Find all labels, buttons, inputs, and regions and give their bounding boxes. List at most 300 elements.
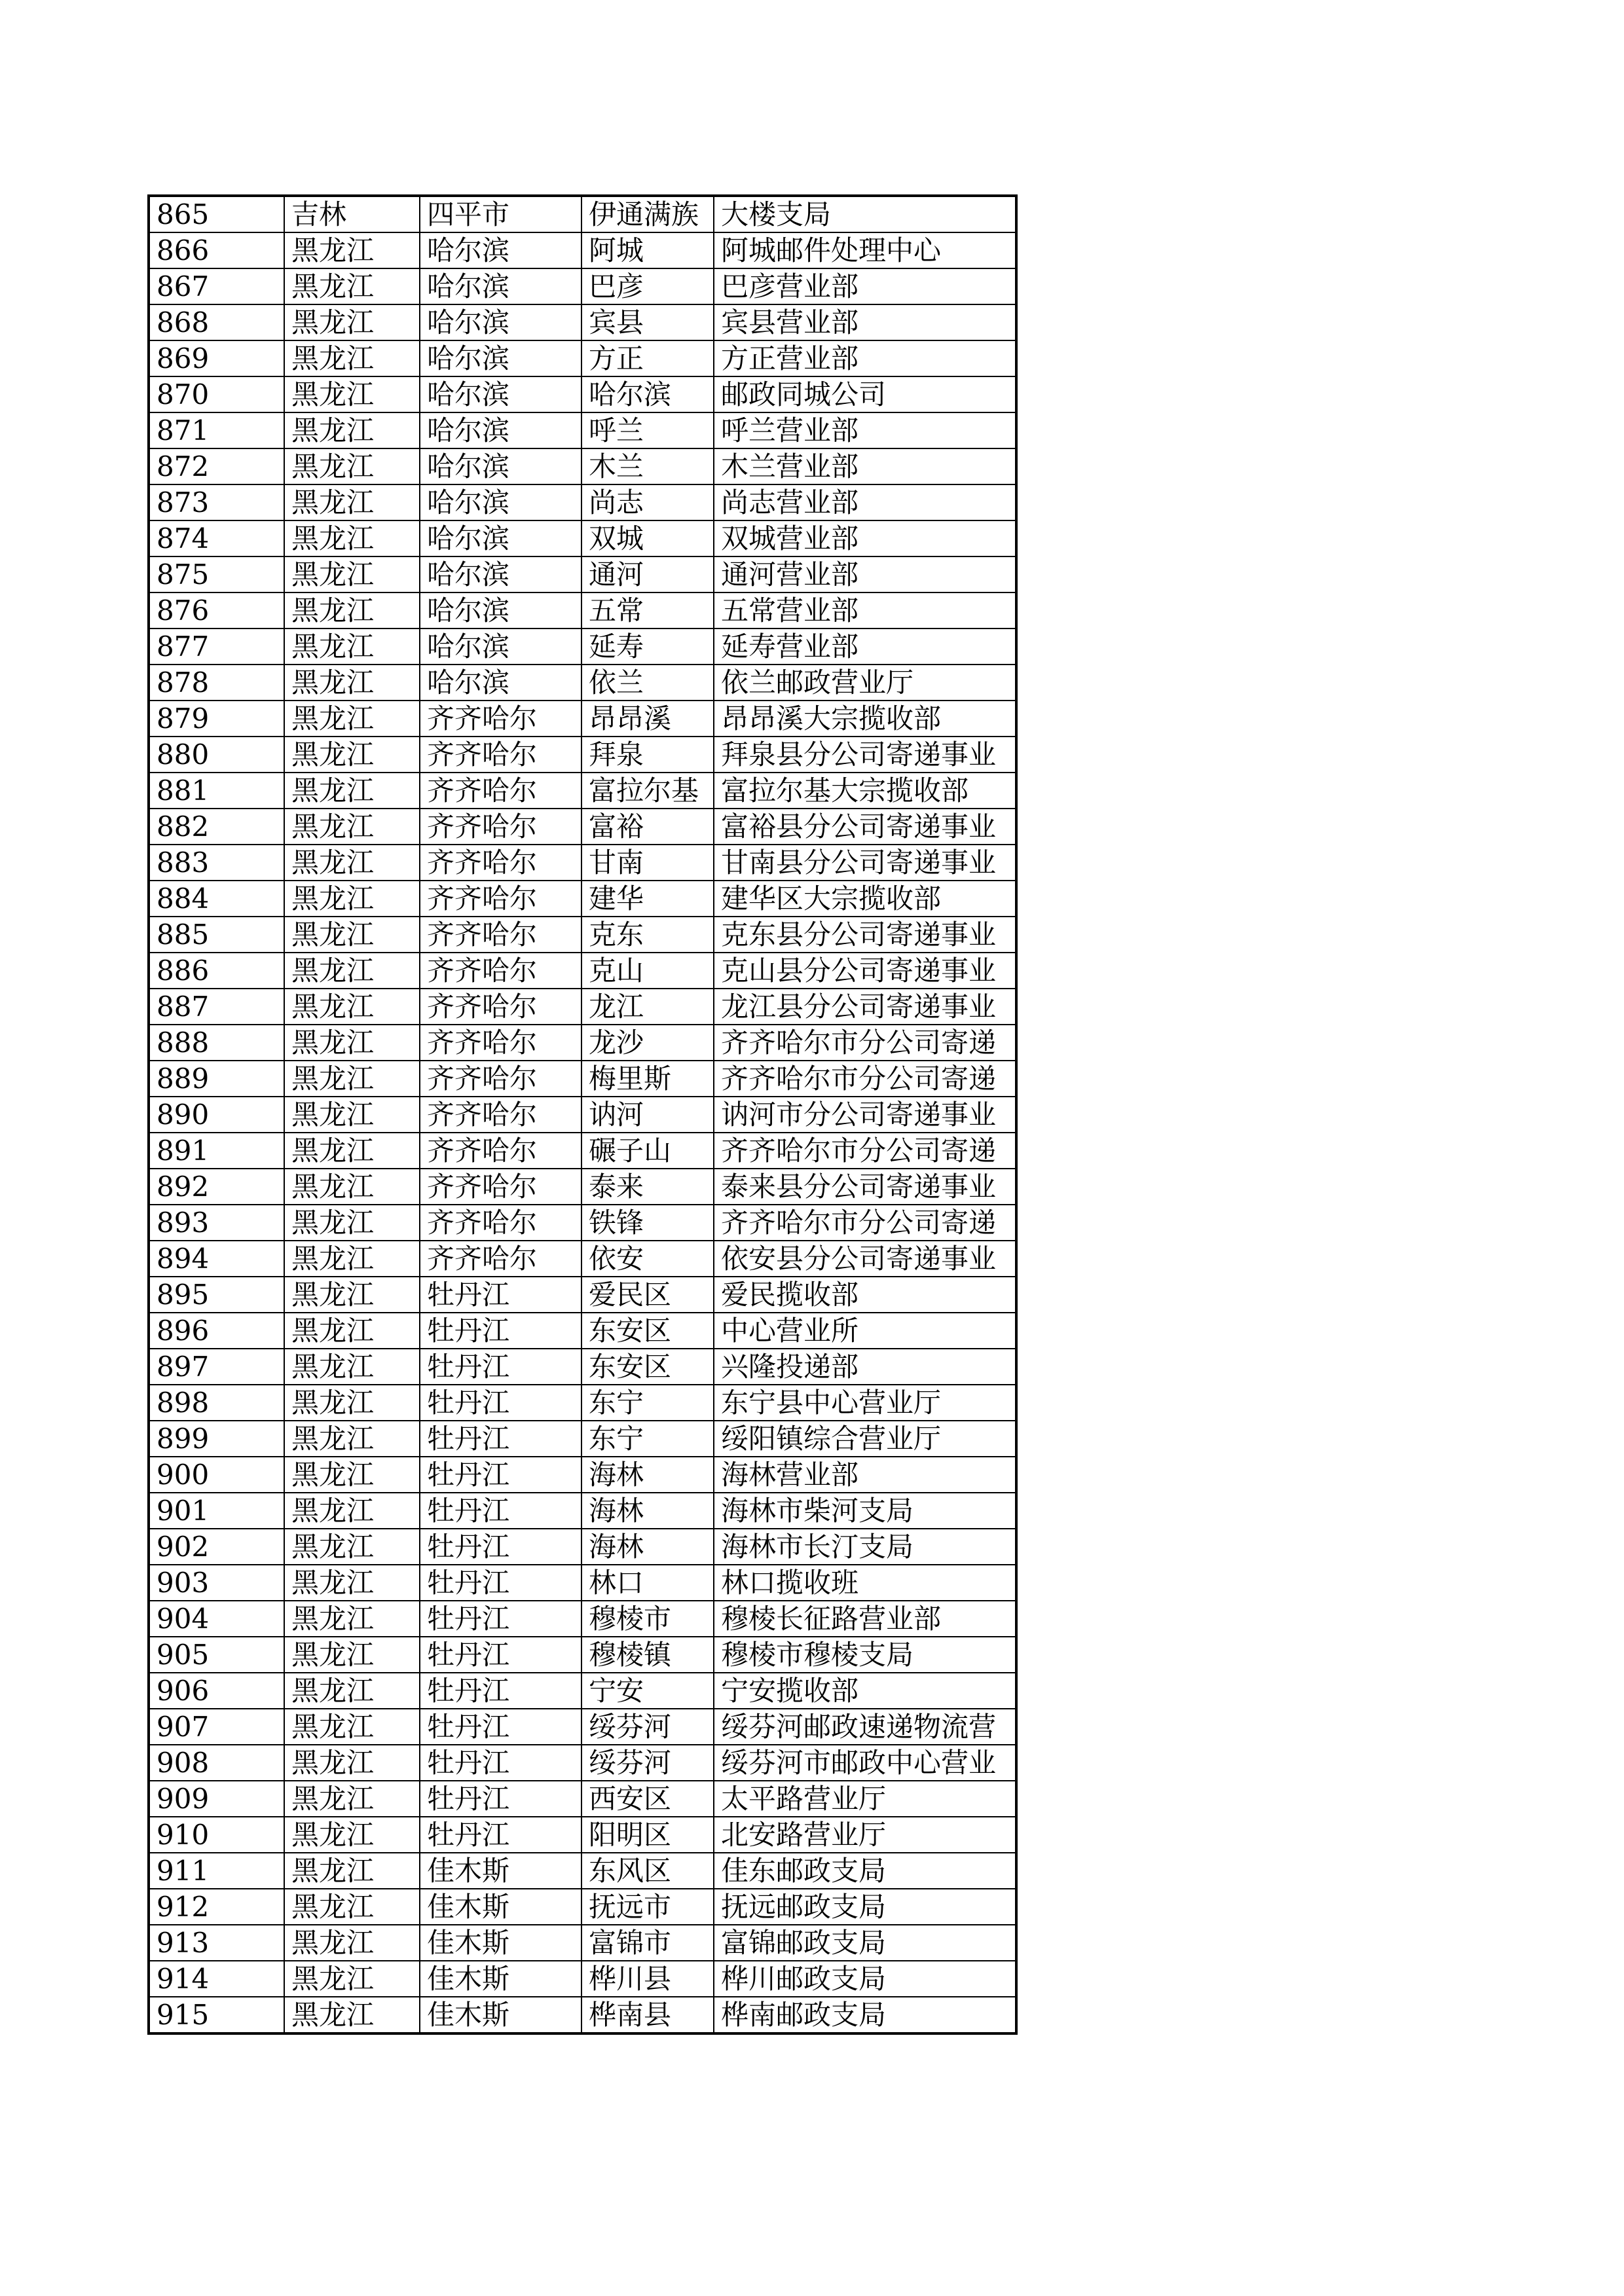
row-number-cell: 885 [149,917,284,953]
city-cell: 佳木斯 [420,1889,581,1925]
province-cell: 黑龙江 [284,1421,420,1457]
city-cell: 齐齐哈尔 [420,737,581,773]
city-cell: 齐齐哈尔 [420,917,581,953]
row-number-cell: 889 [149,1061,284,1097]
county-cell: 东宁 [581,1385,714,1421]
row-number-cell: 893 [149,1205,284,1241]
office-cell: 绥芬河邮政速递物流营 [714,1709,1016,1745]
office-cell: 齐齐哈尔市分公司寄递 [714,1133,1016,1169]
office-cell: 穆棱长征路营业部 [714,1601,1016,1637]
county-cell: 伊通满族 [581,196,714,232]
county-cell: 桦川县 [581,1961,714,1997]
county-cell: 阳明区 [581,1817,714,1853]
county-cell: 克山 [581,953,714,989]
table-row [149,412,1016,448]
row-number-cell: 898 [149,1385,284,1421]
table-row [149,1853,1016,1889]
table-row [149,1277,1016,1313]
table-row [149,773,1016,809]
province-cell: 黑龙江 [284,809,420,845]
county-cell: 方正 [581,340,714,376]
province-cell: 黑龙江 [284,665,420,701]
table-row [149,953,1016,989]
city-cell: 齐齐哈尔 [420,701,581,737]
row-number-cell: 886 [149,953,284,989]
province-cell: 黑龙江 [284,1385,420,1421]
office-cell: 林口揽收班 [714,1565,1016,1601]
city-cell: 牡丹江 [420,1313,581,1349]
office-cell: 克山县分公司寄递事业 [714,953,1016,989]
table-row [149,1925,1016,1961]
province-cell: 黑龙江 [284,845,420,881]
table-row [149,1601,1016,1637]
province-cell: 黑龙江 [284,304,420,340]
row-number-cell: 900 [149,1457,284,1493]
row-number-cell: 902 [149,1529,284,1565]
row-number-cell: 891 [149,1133,284,1169]
table-row [149,1349,1016,1385]
county-cell: 海林 [581,1457,714,1493]
city-cell: 四平市 [420,196,581,232]
table-row [149,304,1016,340]
office-cell: 五常营业部 [714,592,1016,629]
city-cell: 牡丹江 [420,1493,581,1529]
table-row [149,1565,1016,1601]
office-cell: 富裕县分公司寄递事业 [714,809,1016,845]
row-number-cell: 899 [149,1421,284,1457]
table-row [149,917,1016,953]
county-cell: 东安区 [581,1349,714,1385]
table-row [149,1241,1016,1277]
office-cell: 依兰邮政营业厅 [714,665,1016,701]
row-number-cell: 874 [149,520,284,556]
province-cell: 黑龙江 [284,484,420,520]
city-cell: 哈尔滨 [420,232,581,268]
city-cell: 哈尔滨 [420,304,581,340]
office-cell: 昂昂溪大宗揽收部 [714,701,1016,737]
office-cell: 克东县分公司寄递事业 [714,917,1016,953]
table-row [149,989,1016,1025]
province-cell: 黑龙江 [284,1169,420,1205]
row-number-cell: 878 [149,665,284,701]
county-cell: 通河 [581,556,714,592]
city-cell: 牡丹江 [420,1745,581,1781]
row-number-cell: 892 [149,1169,284,1205]
row-number-cell: 914 [149,1961,284,1997]
city-cell: 佳木斯 [420,1925,581,1961]
province-cell: 黑龙江 [284,520,420,556]
row-number-cell: 881 [149,773,284,809]
office-cell: 海林市长汀支局 [714,1529,1016,1565]
county-cell: 桦南县 [581,1997,714,2033]
office-cell: 齐齐哈尔市分公司寄递 [714,1061,1016,1097]
province-cell: 黑龙江 [284,1997,420,2033]
city-cell: 齐齐哈尔 [420,1061,581,1097]
office-cell: 阿城邮件处理中心 [714,232,1016,268]
table-row [149,701,1016,737]
county-cell: 双城 [581,520,714,556]
province-cell: 黑龙江 [284,1241,420,1277]
county-cell: 东风区 [581,1853,714,1889]
city-cell: 哈尔滨 [420,520,581,556]
county-cell: 昂昂溪 [581,701,714,737]
county-cell: 碾子山 [581,1133,714,1169]
row-number-cell: 879 [149,701,284,737]
table-row [149,556,1016,592]
county-cell: 铁锋 [581,1205,714,1241]
province-cell: 黑龙江 [284,701,420,737]
city-cell: 齐齐哈尔 [420,881,581,917]
office-cell: 桦南邮政支局 [714,1997,1016,2033]
province-cell: 黑龙江 [284,1277,420,1313]
table-row [149,1817,1016,1853]
county-cell: 克东 [581,917,714,953]
table-row [149,1421,1016,1457]
row-number-cell: 866 [149,232,284,268]
province-cell: 黑龙江 [284,232,420,268]
province-cell: 黑龙江 [284,881,420,917]
office-cell: 讷河市分公司寄递事业 [714,1097,1016,1133]
city-cell: 牡丹江 [420,1277,581,1313]
table-row [149,484,1016,520]
office-cell: 建华区大宗揽收部 [714,881,1016,917]
province-cell: 黑龙江 [284,1457,420,1493]
county-cell: 哈尔滨 [581,376,714,412]
table-row [149,1313,1016,1349]
county-cell: 龙沙 [581,1025,714,1061]
province-cell: 黑龙江 [284,340,420,376]
province-cell: 黑龙江 [284,1565,420,1601]
table-row [149,1061,1016,1097]
city-cell: 齐齐哈尔 [420,1025,581,1061]
city-cell: 哈尔滨 [420,556,581,592]
office-cell: 中心营业所 [714,1313,1016,1349]
row-number-cell: 867 [149,268,284,304]
office-cell: 兴隆投递部 [714,1349,1016,1385]
city-cell: 牡丹江 [420,1601,581,1637]
city-cell: 牡丹江 [420,1421,581,1457]
office-cell: 富锦邮政支局 [714,1925,1016,1961]
office-cell: 爱民揽收部 [714,1277,1016,1313]
province-cell: 黑龙江 [284,1889,420,1925]
province-cell: 黑龙江 [284,1025,420,1061]
row-number-cell: 890 [149,1097,284,1133]
table-row [149,1889,1016,1925]
province-cell: 黑龙江 [284,1745,420,1781]
province-cell: 黑龙江 [284,412,420,448]
row-number-cell: 907 [149,1709,284,1745]
office-cell: 东宁县中心营业厅 [714,1385,1016,1421]
office-cell: 依安县分公司寄递事业 [714,1241,1016,1277]
county-cell: 富锦市 [581,1925,714,1961]
row-number-cell: 905 [149,1637,284,1673]
city-cell: 齐齐哈尔 [420,1169,581,1205]
row-number-cell: 895 [149,1277,284,1313]
row-number-cell: 884 [149,881,284,917]
province-cell: 黑龙江 [284,1817,420,1853]
office-cell: 齐齐哈尔市分公司寄递 [714,1025,1016,1061]
province-cell: 黑龙江 [284,1529,420,1565]
row-number-cell: 875 [149,556,284,592]
county-cell: 依安 [581,1241,714,1277]
province-cell: 黑龙江 [284,1061,420,1097]
city-cell: 牡丹江 [420,1817,581,1853]
row-number-cell: 868 [149,304,284,340]
office-cell: 邮政同城公司 [714,376,1016,412]
office-cell: 海林市柴河支局 [714,1493,1016,1529]
office-cell: 北安路营业厅 [714,1817,1016,1853]
county-cell: 海林 [581,1529,714,1565]
city-cell: 牡丹江 [420,1529,581,1565]
table-row [149,1997,1016,2033]
county-cell: 抚远市 [581,1889,714,1925]
row-number-cell: 877 [149,629,284,665]
table-row [149,1133,1016,1169]
row-number-cell: 906 [149,1673,284,1709]
city-cell: 齐齐哈尔 [420,845,581,881]
county-cell: 木兰 [581,448,714,484]
row-number-cell: 903 [149,1565,284,1601]
city-cell: 哈尔滨 [420,665,581,701]
county-cell: 巴彦 [581,268,714,304]
province-cell: 黑龙江 [284,1493,420,1529]
office-cell: 宁安揽收部 [714,1673,1016,1709]
table-row [149,629,1016,665]
office-cell: 双城营业部 [714,520,1016,556]
city-cell: 哈尔滨 [420,592,581,629]
row-number-cell: 915 [149,1997,284,2033]
city-cell: 佳木斯 [420,1961,581,1997]
office-cell: 通河营业部 [714,556,1016,592]
county-cell: 绥芬河 [581,1745,714,1781]
table-row [149,268,1016,304]
row-number-cell: 882 [149,809,284,845]
table-row [149,1457,1016,1493]
county-cell: 富拉尔基 [581,773,714,809]
province-cell: 黑龙江 [284,1709,420,1745]
province-cell: 黑龙江 [284,1349,420,1385]
table-row [149,232,1016,268]
office-cell: 木兰营业部 [714,448,1016,484]
city-cell: 牡丹江 [420,1781,581,1817]
city-cell: 齐齐哈尔 [420,809,581,845]
table-row [149,1025,1016,1061]
city-cell: 齐齐哈尔 [420,773,581,809]
city-cell: 牡丹江 [420,1349,581,1385]
office-cell: 抚远邮政支局 [714,1889,1016,1925]
table-row [149,1205,1016,1241]
county-cell: 甘南 [581,845,714,881]
province-cell: 黑龙江 [284,1637,420,1673]
city-cell: 佳木斯 [420,1853,581,1889]
city-cell: 牡丹江 [420,1385,581,1421]
county-cell: 呼兰 [581,412,714,448]
office-cell: 甘南县分公司寄递事业 [714,845,1016,881]
city-cell: 齐齐哈尔 [420,989,581,1025]
row-number-cell: 901 [149,1493,284,1529]
city-cell: 牡丹江 [420,1565,581,1601]
table-row [149,1961,1016,1997]
county-cell: 宁安 [581,1673,714,1709]
province-cell: 黑龙江 [284,1925,420,1961]
county-cell: 讷河 [581,1097,714,1133]
province-cell: 吉林 [284,196,420,232]
city-cell: 牡丹江 [420,1637,581,1673]
table-row [149,376,1016,412]
row-number-cell: 911 [149,1853,284,1889]
office-cell: 呼兰营业部 [714,412,1016,448]
row-number-cell: 880 [149,737,284,773]
office-cell: 大楼支局 [714,196,1016,232]
county-cell: 宾县 [581,304,714,340]
table-row [149,1709,1016,1745]
city-cell: 哈尔滨 [420,268,581,304]
province-cell: 黑龙江 [284,1673,420,1709]
province-cell: 黑龙江 [284,953,420,989]
office-cell: 泰来县分公司寄递事业 [714,1169,1016,1205]
office-cell: 齐齐哈尔市分公司寄递 [714,1205,1016,1241]
row-number-cell: 904 [149,1601,284,1637]
table-row [149,737,1016,773]
office-cell: 绥阳镇综合营业厅 [714,1421,1016,1457]
row-number-cell: 870 [149,376,284,412]
county-cell: 穆棱市 [581,1601,714,1637]
city-cell: 齐齐哈尔 [420,1097,581,1133]
province-cell: 黑龙江 [284,1097,420,1133]
province-cell: 黑龙江 [284,592,420,629]
table-body [149,196,1016,2033]
city-cell: 牡丹江 [420,1709,581,1745]
table-row [149,448,1016,484]
row-number-cell: 876 [149,592,284,629]
office-cell: 延寿营业部 [714,629,1016,665]
row-number-cell: 869 [149,340,284,376]
city-cell: 哈尔滨 [420,448,581,484]
province-cell: 黑龙江 [284,1961,420,1997]
province-cell: 黑龙江 [284,629,420,665]
county-cell: 东宁 [581,1421,714,1457]
office-cell: 佳东邮政支局 [714,1853,1016,1889]
row-number-cell: 896 [149,1313,284,1349]
county-cell: 绥芬河 [581,1709,714,1745]
office-cell: 海林营业部 [714,1457,1016,1493]
county-cell: 梅里斯 [581,1061,714,1097]
city-cell: 齐齐哈尔 [420,953,581,989]
city-cell: 哈尔滨 [420,629,581,665]
county-cell: 西安区 [581,1781,714,1817]
office-cell: 拜泉县分公司寄递事业 [714,737,1016,773]
data-table [147,194,1018,2035]
row-number-cell: 872 [149,448,284,484]
city-cell: 哈尔滨 [420,376,581,412]
city-cell: 哈尔滨 [420,412,581,448]
county-cell: 龙江 [581,989,714,1025]
city-cell: 牡丹江 [420,1457,581,1493]
row-number-cell: 865 [149,196,284,232]
county-cell: 林口 [581,1565,714,1601]
province-cell: 黑龙江 [284,1853,420,1889]
city-cell: 齐齐哈尔 [420,1205,581,1241]
table-row [149,1169,1016,1205]
office-cell: 太平路营业厅 [714,1781,1016,1817]
county-cell: 依兰 [581,665,714,701]
province-cell: 黑龙江 [284,917,420,953]
table-row [149,1493,1016,1529]
table-row [149,196,1016,232]
county-cell: 爱民区 [581,1277,714,1313]
province-cell: 黑龙江 [284,737,420,773]
table-row [149,1781,1016,1817]
office-cell: 富拉尔基大宗揽收部 [714,773,1016,809]
office-cell: 宾县营业部 [714,304,1016,340]
county-cell: 拜泉 [581,737,714,773]
table-row [149,520,1016,556]
province-cell: 黑龙江 [284,989,420,1025]
office-cell: 穆棱市穆棱支局 [714,1637,1016,1673]
office-cell: 巴彦营业部 [714,268,1016,304]
table-row [149,665,1016,701]
table-row [149,1385,1016,1421]
county-cell: 延寿 [581,629,714,665]
province-cell: 黑龙江 [284,448,420,484]
province-cell: 黑龙江 [284,268,420,304]
table-row [149,809,1016,845]
province-cell: 黑龙江 [284,1133,420,1169]
row-number-cell: 883 [149,845,284,881]
row-number-cell: 912 [149,1889,284,1925]
row-number-cell: 888 [149,1025,284,1061]
city-cell: 佳木斯 [420,1997,581,2033]
office-cell: 绥芬河市邮政中心营业 [714,1745,1016,1781]
county-cell: 富裕 [581,809,714,845]
row-number-cell: 908 [149,1745,284,1781]
province-cell: 黑龙江 [284,773,420,809]
row-number-cell: 913 [149,1925,284,1961]
table-row [149,881,1016,917]
province-cell: 黑龙江 [284,376,420,412]
city-cell: 哈尔滨 [420,340,581,376]
province-cell: 黑龙江 [284,1601,420,1637]
county-cell: 建华 [581,881,714,917]
province-cell: 黑龙江 [284,1205,420,1241]
table-row [149,1745,1016,1781]
province-cell: 黑龙江 [284,1781,420,1817]
county-cell: 阿城 [581,232,714,268]
city-cell: 牡丹江 [420,1673,581,1709]
table-row [149,845,1016,881]
table-row [149,1637,1016,1673]
office-cell: 尚志营业部 [714,484,1016,520]
row-number-cell: 894 [149,1241,284,1277]
city-cell: 哈尔滨 [420,484,581,520]
county-cell: 泰来 [581,1169,714,1205]
city-cell: 齐齐哈尔 [420,1133,581,1169]
row-number-cell: 909 [149,1781,284,1817]
row-number-cell: 897 [149,1349,284,1385]
row-number-cell: 887 [149,989,284,1025]
county-cell: 尚志 [581,484,714,520]
county-cell: 东安区 [581,1313,714,1349]
table-row [149,340,1016,376]
table-row [149,592,1016,629]
table-row [149,1673,1016,1709]
office-cell: 方正营业部 [714,340,1016,376]
row-number-cell: 910 [149,1817,284,1853]
office-cell: 桦川邮政支局 [714,1961,1016,1997]
row-number-cell: 871 [149,412,284,448]
county-cell: 海林 [581,1493,714,1529]
table-row [149,1097,1016,1133]
